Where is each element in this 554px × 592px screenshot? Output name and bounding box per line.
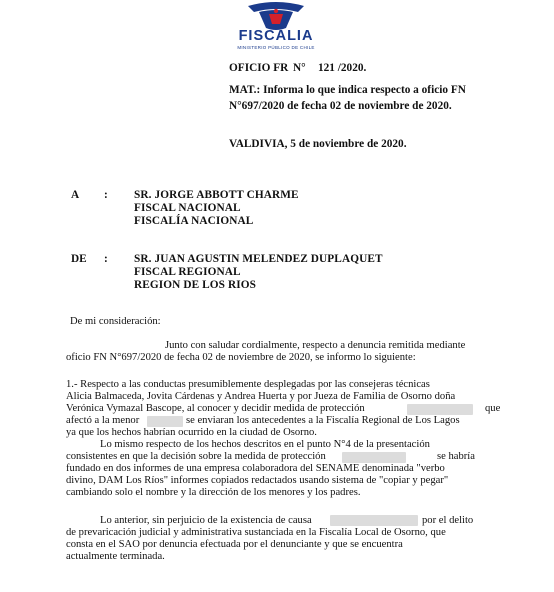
p4-line-4: actualmente terminada. [66, 551, 165, 562]
recipient-line-1: SR. JORGE ABBOTT CHARME [134, 189, 299, 201]
oficio-no: N° [293, 62, 306, 74]
p3-line-2b: se habría [437, 451, 475, 462]
logo-name: FISCALIA [238, 28, 314, 44]
p3-line-4: divino, DAM Los Ríos" informes copiados redactados usando sistema de "copiar y pegar" [66, 475, 449, 486]
p1-line-1: Junto con saludar cordialmente, respecto a denuncia remitida mediante [165, 340, 466, 351]
p2-line-4a: afectó a la menor [66, 415, 140, 426]
p3-line-1: Lo mismo respecto de los hechos descritos en el punto N°4 de la presentación [100, 439, 430, 450]
redaction-box [342, 452, 406, 463]
p4-line-3: consta en el SAO por denuncia efectuada por el denunciante y que se encuentra [66, 539, 403, 550]
sender-line-1: SR. JUAN AGUSTIN MELENDEZ DUPLAQUET [134, 253, 383, 265]
recipient-line-3: FISCALÍA NACIONAL [134, 215, 254, 227]
sender-label: DE [71, 253, 87, 265]
p4-line-2: de prevaricación judicial y administrativa sustanciada en la Fiscalía Local de Osorno, que [66, 527, 446, 538]
p2-line-3b: que [485, 403, 501, 414]
sender-line-3: REGION DE LOS RIOS [134, 279, 257, 291]
p3-line-5: cambiando solo el nombre y la dirección de los menores y los padres. [66, 487, 361, 498]
p2-line-3a: Verónica Vymazal Bascope, al conocer y decidir medida de protección [66, 403, 365, 414]
place-date: VALDIVIA, 5 de noviembre de 2020. [229, 138, 407, 150]
oficio-number: 121 /2020. [318, 62, 367, 74]
p4-line-1b: por el delito [422, 515, 474, 526]
sender-colon: : [104, 253, 108, 265]
materia-line-2: N°697/2020 de fecha 02 de noviembre de 2020. [229, 100, 452, 112]
p2-line-5: ya que los hechos habrían ocurrido en la ciudad de Osorno. [66, 427, 317, 438]
oficio-label: OFICIO FR [229, 62, 289, 74]
sender-line-2: FISCAL REGIONAL [134, 266, 241, 278]
p2-line-4b: se enviaran los antecedentes a la Fiscalía Regional de Los Lagos [186, 415, 460, 426]
p3-line-2a: consistentes en que la decisión sobre la medida de protección [66, 451, 326, 462]
recipient-colon: : [104, 189, 108, 201]
p1-line-2: oficio FN N°697/2020 de fecha 02 de noviembre de 2020, se informo lo siguiente: [66, 352, 416, 363]
p3-line-3: fundado en dos informes de una empresa colaboradora del SENAME denominada "verbo [66, 463, 445, 474]
redaction-box [407, 404, 473, 415]
greeting: De mi consideración: [70, 316, 161, 327]
p2-line-2: Alicia Balmaceda, Jovita Cárdenas y Andrea Huerta y por Jueza de Familia de Osorno doña [66, 391, 456, 402]
redaction-box [330, 515, 418, 526]
redaction-box [147, 416, 183, 427]
logo-subtitle: MINISTERIO PÚBLICO DE CHILE [237, 45, 315, 50]
materia-line-1: MAT.: Informa lo que indica respecto a oficio FN [229, 84, 466, 96]
p2-line-1: 1.- Respecto a las conductas presumiblemente desplegadas por las consejeras técnicas [66, 379, 430, 390]
recipient-label: A [71, 189, 80, 201]
recipient-line-2: FISCAL NACIONAL [134, 202, 241, 214]
p4-line-1a: Lo anterior, sin perjuicio de la existencia de causa [100, 515, 312, 526]
